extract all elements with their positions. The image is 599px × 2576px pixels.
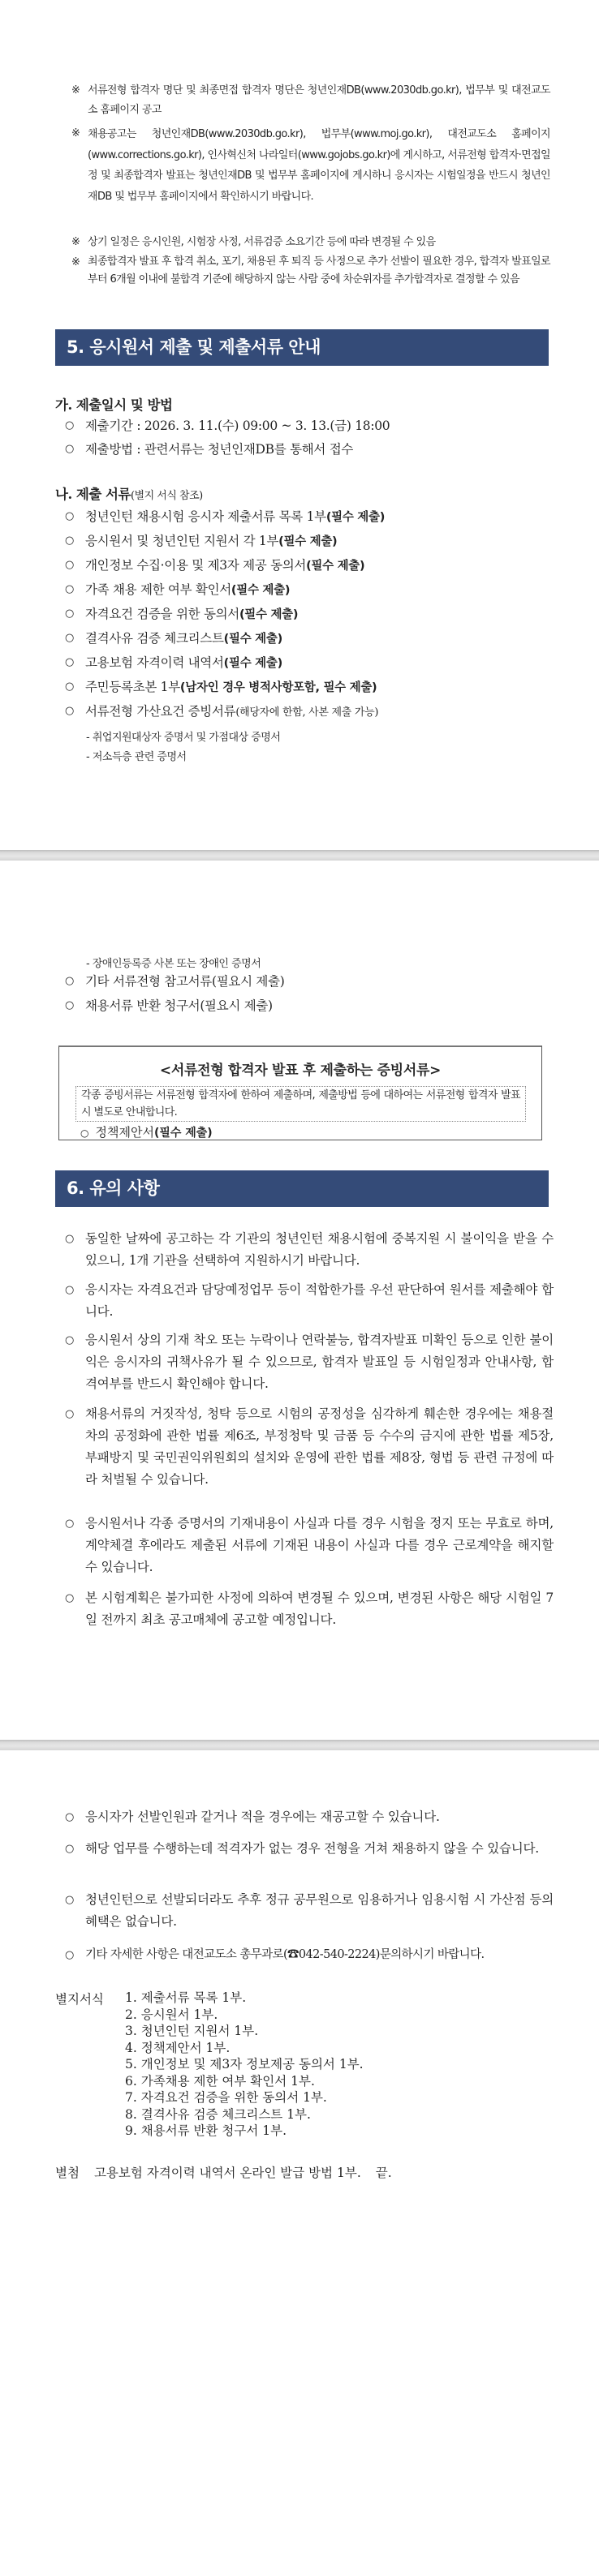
caution-item: ○ 해당 업무를 수행하는데 적격자가 없는 경우 전형을 거쳐 채용하지 않을 수 있습니다. — [65, 1841, 540, 1856]
page-separator — [0, 1740, 599, 1750]
notice-note: ※ 서류전형 합격자 명단 및 최종면접 합격자 명단은 청년인재DB(www.2030db.go.kr), 법무부 및 대전교도소 홈페이지 공고 — [71, 84, 550, 116]
attachment-line: 별첨 고용보험 자격이력 내역서 온라인 발급 방법 1부. 끝. — [55, 2166, 392, 2180]
annex-item: 6. 가족채용 제한 여부 확인서 1부. — [125, 2073, 315, 2089]
document-item: ○ 고용보험 자격이력 내역서(필수 제출) — [65, 655, 282, 670]
box-notice: 각종 증빙서류는 서류전형 합격자에 한하여 제출하며, 제출방법 등에 대하여는 서류전형 합격자 발표 시 별도로 안내합니다. — [75, 1086, 526, 1122]
annex-item: 1. 제출서류 목록 1부. — [125, 1990, 247, 2005]
caution-item: ○ 동일한 날짜에 공고하는 각 기관의 청년인턴 채용시험에 중복지원 시 불이익을 받을 수 있으니, 1개 기관을 선택하여 지원하시기 바랍니다. — [65, 1231, 554, 1268]
caution-item: ○ 응시원서나 각종 증명서의 기재내용이 사실과 다를 경우 시험을 정지 또는 무효로 하며, 계약체결 후에라도 제출된 서류에 기재된 내용이 사실과 다를 경우 근로계약을 해지할 수 있습니다. — [65, 1516, 554, 1574]
caution-item: ○ 본 시험계획은 불가피한 사정에 의하여 변경될 수 있으며, 변경된 사항은 해당 시험일 7일 전까지 최초 공고매체에 공고할 예정입니다. — [65, 1591, 554, 1627]
document-item: ○ 가족 채용 제한 여부 확인서(필수 제출) — [65, 582, 291, 597]
contact-info: ○ 기타 자세한 사항은 대전교도소 총무과로(☎042-540-2224)문의하시기 바랍니다. — [65, 1948, 485, 1961]
page-separator — [0, 850, 599, 861]
sub-document-item: - 취업지원대상자 증명서 및 가점대상 증명서 — [86, 732, 281, 744]
annex-item: 8. 결격사유 검증 체크리스트 1부. — [125, 2106, 311, 2122]
document-item: ○ 주민등록초본 1부(남자인 경우 병적사항포함, 필수 제출) — [65, 680, 377, 694]
annex-item: 5. 개인정보 및 제3자 정보제공 동의서 1부. — [125, 2057, 364, 2072]
caution-item: ○ 응시원서 상의 기재 착오 또는 누락이나 연락불능, 합격자발표 미확인 등으로 인한 불이익은 응시자의 귀책사유가 될 수 있으므로, 합격자 발표일 등 시험일정과 안내사항, 합격여부를 반드시 확인해야 합니다. — [65, 1333, 554, 1391]
box-document-item: ○ 정책제안서(필수 제출) — [80, 1125, 213, 1140]
caution-item: ○ 응시자가 선발인원과 같거나 적을 경우에는 재공고할 수 있습니다. — [65, 1810, 440, 1824]
annex-item: 4. 정책제안서 1부. — [125, 2040, 231, 2055]
notice-note: ※ 채용공고는 청년인재DB(www.2030db.go.kr), 법무부(www.moj.go.kr), 대전교도소 홈페이지(www.corrections.go.kr), 인사혁신처 나라일터(www.gojobs.go.kr)에 게시하고, 서류전형 합격자·면접일정 및 최종합격자 발표는 청년인재DB 및 법무부 홈페이지에 게시하니 응시자는 시험일정을 반드시 청년인재DB 및 법무부 홈페이지에서 확인하시기 바랍니다. — [71, 127, 550, 203]
sub-document-item: - 저소득층 관련 증명서 — [86, 751, 187, 763]
annex-item: 7. 자격요건 검증을 위한 동의서 1부. — [125, 2090, 327, 2105]
document-page-1 — [0, 0, 599, 850]
caution-item: ○ 청년인턴으로 선발되더라도 추후 정규 공무원으로 임용하거나 임용시험 시 가산점 등의 혜택은 없습니다. — [65, 1892, 554, 1929]
box-title: <서류전형 합격자 발표 후 제출하는 증빙서류> — [159, 1063, 442, 1079]
sub-document-item: - 장애인등록증 사본 또는 장애인 증명서 — [86, 958, 261, 970]
subsection-b-heading: 나. 제출 서류(별지 서식 참조) — [55, 487, 203, 502]
document-item: ○ 채용서류 반환 청구서(필요시 제출) — [65, 998, 273, 1013]
annex-item: 2. 응시원서 1부. — [125, 2007, 218, 2022]
caution-item: ○ 응시자는 자격요건과 담당예정업무 등이 적합한가를 우선 판단하여 원서를 제출해야 합니다. — [65, 1282, 554, 1319]
document-item: ○ 기타 서류전형 참고서류(필요시 제출) — [65, 974, 285, 989]
annex-item: 3. 청년인턴 지원서 1부. — [125, 2024, 259, 2038]
post-screening-documents-box — [58, 1045, 542, 1140]
annex-list — [125, 1990, 364, 2140]
document-item: ○ 자격요건 검증을 위한 동의서(필수 제출) — [65, 607, 299, 621]
subsection-a-heading: 가. 제출일시 및 방법 — [55, 397, 173, 413]
document-item: ○ 개인정보 수집·이용 및 제3자 제공 동의서(필수 제출) — [65, 558, 365, 573]
submission-period: ○ 제출기간 : 2026. 3. 11.(수) 09:00 ~ 3. 13.(금) 18:00 — [65, 419, 390, 433]
document-item: ○ 청년인턴 채용시험 응시자 제출서류 목록 1부(필수 제출) — [65, 509, 386, 524]
annex-label: 별지서식 — [55, 1992, 104, 2007]
section-5-header: 5. 응시원서 제출 및 제출서류 안내 — [55, 329, 549, 366]
section-6-header: 6. 유의 사항 — [55, 1170, 549, 1207]
document-item: ○ 응시원서 및 청년인턴 지원서 각 1부(필수 제출) — [65, 534, 338, 548]
document-item: ○ 서류전형 가산요건 증빙서류(해당자에 한함, 사본 제출 가능) — [65, 704, 379, 719]
document-item: ○ 결격사유 검증 체크리스트(필수 제출) — [65, 631, 282, 646]
submission-method: ○ 제출방법 : 관련서류는 청년인재DB를 통해서 접수 — [65, 442, 354, 457]
notice-note: ※ 상기 일정은 응시인원, 시험장 사정, 서류검증 소요기간 등에 따라 변경될 수 있음 — [71, 236, 436, 248]
caution-item: ○ 채용서류의 거짓작성, 청탁 등으로 시험의 공정성을 심각하게 훼손한 경우에는 채용절차의 공정화에 관한 법률 제6조, 부정청탁 및 금품 등 수수의 금지에 관한 법률 제5장, 부패방지 및 국민권익위원회의 설치와 운영에 관한 법률 제8장, 형법 등 관련 규정에 따라 처벌될 수 있습니다. — [65, 1406, 554, 1487]
notice-note: ※ 최종합격자 발표 후 합격 취소, 포기, 채용된 후 퇴직 등 사정으로 추가 선발이 필요한 경우, 합격자 발표일로부터 6개월 이내에 불합격 기준에 해당하지 않는 사람 중에 차순위자를 추가합격자로 결정할 수 있음 — [71, 255, 550, 286]
annex-item: 9. 채용서류 반환 청구서 1부. — [125, 2123, 287, 2138]
